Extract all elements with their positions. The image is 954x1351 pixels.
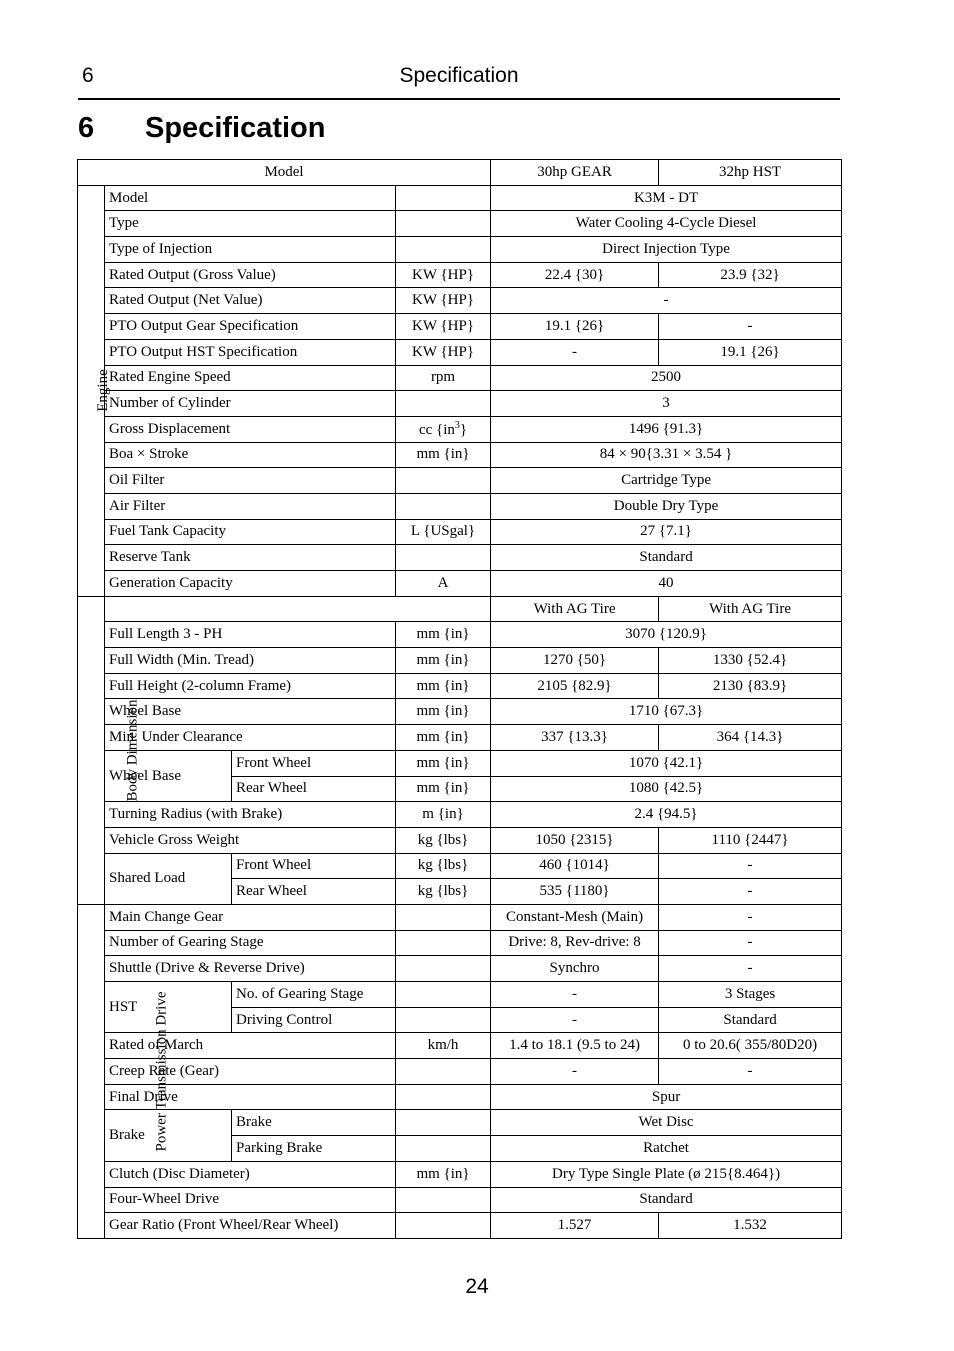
hst-value-cell: -: [659, 314, 842, 340]
unit-cell: kg {lbs}: [396, 853, 491, 879]
unit-cell: KW {HP}: [396, 288, 491, 314]
spec-subitem: Rear Wheel: [232, 776, 396, 802]
hst-value-cell: -: [659, 1059, 842, 1085]
hst-value-cell: With AG Tire: [659, 596, 842, 622]
header-chapter-number: 6: [82, 64, 94, 87]
table-row: [78, 365, 842, 391]
spec-item: Wheel Base: [105, 699, 396, 725]
spec-item: Creep Rate (Gear): [105, 1059, 396, 1085]
table-row: [78, 211, 842, 237]
spec-item: Four-Wheel Drive: [105, 1187, 396, 1213]
unit-cell: [396, 1110, 491, 1136]
hst-model-header: 32hp HST: [659, 160, 842, 186]
unit-cell: mm {in}: [396, 699, 491, 725]
value-cell: -: [491, 288, 842, 314]
spec-item: Full Width (Min. Tread): [105, 648, 396, 674]
table-row: [78, 956, 842, 982]
table-row: [78, 314, 842, 340]
page-heading: [78, 112, 326, 145]
value-cell: 3070 {120.9}: [491, 622, 842, 648]
unit-cell: [396, 1187, 491, 1213]
table-row: [78, 468, 842, 494]
gear-value-cell: 1050 {2315}: [491, 827, 659, 853]
unit-cell: mm {in}: [396, 442, 491, 468]
spec-item: Full Height (2-column Frame): [105, 673, 396, 699]
hst-value-cell: 3 Stages: [659, 982, 842, 1008]
unit-cell: [396, 930, 491, 956]
header-title: Specification: [399, 64, 519, 87]
value-cell: Dry Type Single Plate (ø 215{8.464}): [491, 1161, 842, 1187]
gear-value-cell: With AG Tire: [491, 596, 659, 622]
hst-value-cell: -: [659, 930, 842, 956]
spec-subitem: Front Wheel: [232, 750, 396, 776]
table-row: [78, 853, 842, 879]
table-row: [78, 262, 842, 288]
value-cell: 1080 {42.5}: [491, 776, 842, 802]
table-row: [78, 493, 842, 519]
value-cell: Ratchet: [491, 1136, 842, 1162]
spec-item: Number of Cylinder: [105, 391, 396, 417]
spec-group: Wheel Base: [105, 750, 232, 801]
spec-item: Oil Filter: [105, 468, 396, 494]
hst-value-cell: -: [659, 853, 842, 879]
value-cell: 1496 {91.3}: [491, 416, 842, 442]
unit-cell: mm {in}: [396, 648, 491, 674]
table-row: [78, 622, 842, 648]
gear-value-cell: Constant-Mesh (Main): [491, 904, 659, 930]
spec-item: Main Change Gear: [105, 904, 396, 930]
unit-cell: [396, 1059, 491, 1085]
unit-cell: [396, 1136, 491, 1162]
spec-subitem: Rear Wheel: [232, 879, 396, 905]
value-cell: Standard: [491, 1187, 842, 1213]
unit-cell: [396, 391, 491, 417]
spec-item: Rated Engine Speed: [105, 365, 396, 391]
table-row: [78, 391, 842, 417]
table-header-row: [78, 160, 842, 186]
spec-group: Brake: [105, 1110, 232, 1161]
value-cell: Standard: [491, 545, 842, 571]
gear-value-cell: 1.527: [491, 1213, 659, 1239]
gear-value-cell: Synchro: [491, 956, 659, 982]
gear-value-cell: -: [491, 982, 659, 1008]
page-number: 24: [465, 1275, 489, 1298]
hst-value-cell: 1330 {52.4}: [659, 648, 842, 674]
table-row: [78, 1213, 842, 1239]
gear-value-cell: 22.4 {30}: [491, 262, 659, 288]
model-header-cell: Model: [78, 160, 491, 186]
unit-cell: rpm: [396, 365, 491, 391]
value-cell: 84 × 90{3.31 × 3.54 }: [491, 442, 842, 468]
spec-item: Rated Output (Net Value): [105, 288, 396, 314]
section-label-engine: Engine: [78, 185, 105, 596]
unit-cell: [396, 904, 491, 930]
unit-cell: [396, 211, 491, 237]
value-cell: 27 {7.1}: [491, 519, 842, 545]
gear-value-cell: 19.1 {26}: [491, 314, 659, 340]
spec-item: Generation Capacity: [105, 571, 396, 597]
gear-value-cell: 1270 {50}: [491, 648, 659, 674]
table-row: [78, 1059, 842, 1085]
table-row: [78, 596, 842, 622]
unit-cell: KW {HP}: [396, 339, 491, 365]
table-row: [78, 288, 842, 314]
table-row: [78, 802, 842, 828]
spec-item: Fuel Tank Capacity: [105, 519, 396, 545]
unit-cell: L {USgal}: [396, 519, 491, 545]
heading-title: Specification: [145, 112, 326, 144]
section-label-power-transmission: Power Transmission Drive: [78, 904, 105, 1238]
spec-item: Rated of March: [105, 1033, 396, 1059]
value-cell: 2500: [491, 365, 842, 391]
hst-value-cell: 364 {14.3}: [659, 725, 842, 751]
spec-item: Shuttle (Drive & Reverse Drive): [105, 956, 396, 982]
unit-cell: [396, 185, 491, 211]
gear-value-cell: Drive: 8, Rev-drive: 8: [491, 930, 659, 956]
unit-cell: KW {HP}: [396, 262, 491, 288]
unit-cell: [396, 1084, 491, 1110]
spec-item: PTO Output Gear Specification: [105, 314, 396, 340]
gear-value-cell: 2105 {82.9}: [491, 673, 659, 699]
gear-value-cell: 460 {1014}: [491, 853, 659, 879]
unit-cell: mm {in}: [396, 750, 491, 776]
unit-cell: [396, 468, 491, 494]
spec-subitem: No. of Gearing Stage: [232, 982, 396, 1008]
spec-group: Shared Load: [105, 853, 232, 904]
spec-item: Min. Under Clearance: [105, 725, 396, 751]
unit-cell: mm {in}: [396, 776, 491, 802]
gear-value-cell: 337 {13.3}: [491, 725, 659, 751]
value-cell: Direct Injection Type: [491, 237, 842, 263]
spec-item: Model: [105, 185, 396, 211]
spec-subitem: Brake: [232, 1110, 396, 1136]
spec-item: Gear Ratio (Front Wheel/Rear Wheel): [105, 1213, 396, 1239]
unit-cell: [396, 956, 491, 982]
table-row: [78, 930, 842, 956]
gear-value-cell: -: [491, 339, 659, 365]
table-row: [78, 725, 842, 751]
value-cell: K3M - DT: [491, 185, 842, 211]
table-row: [78, 519, 842, 545]
unit-cell: mm {in}: [396, 725, 491, 751]
spec-item: Final Drive: [105, 1084, 396, 1110]
gear-value-cell: 1.4 to 18.1 (9.5 to 24): [491, 1033, 659, 1059]
unit-cell: m {in}: [396, 802, 491, 828]
table-row: [78, 750, 842, 776]
spec-subitem: Driving Control: [232, 1007, 396, 1033]
spec-item: Vehicle Gross Weight: [105, 827, 396, 853]
table-row: [78, 699, 842, 725]
unit-cell: [396, 1213, 491, 1239]
unit-cell: kg {lbs}: [396, 879, 491, 905]
hst-value-cell: Standard: [659, 1007, 842, 1033]
unit-cell: A: [396, 571, 491, 597]
hst-value-cell: -: [659, 904, 842, 930]
table-row: [78, 571, 842, 597]
value-cell: 3: [491, 391, 842, 417]
gear-value-cell: 535 {1180}: [491, 879, 659, 905]
table-row: [78, 827, 842, 853]
hst-value-cell: -: [659, 956, 842, 982]
value-cell: Wet Disc: [491, 1110, 842, 1136]
table-row: [78, 185, 842, 211]
value-cell: Spur: [491, 1084, 842, 1110]
table-row: [78, 1084, 842, 1110]
spec-item: Type of Injection: [105, 237, 396, 263]
table-row: [78, 1033, 842, 1059]
spec-item: Rated Output (Gross Value): [105, 262, 396, 288]
spec-item: Air Filter: [105, 493, 396, 519]
gear-value-cell: -: [491, 1007, 659, 1033]
spec-item: PTO Output HST Specification: [105, 339, 396, 365]
table-row: [78, 1187, 842, 1213]
table-row: [78, 237, 842, 263]
value-cell: 1070 {42.1}: [491, 750, 842, 776]
spec-item: Clutch (Disc Diameter): [105, 1161, 396, 1187]
table-row: [78, 545, 842, 571]
spec-item: Gross Displacement: [105, 416, 396, 442]
table-row: [78, 982, 842, 1008]
running-header: [78, 60, 840, 100]
spec-item: Boa × Stroke: [105, 442, 396, 468]
table-row: [78, 1161, 842, 1187]
value-cell: 1710 {67.3}: [491, 699, 842, 725]
table-row: [78, 442, 842, 468]
unit-cell: [396, 237, 491, 263]
hst-value-cell: 23.9 {32}: [659, 262, 842, 288]
table-row: [78, 904, 842, 930]
unit-cell: [396, 982, 491, 1008]
gear-model-header: 30hp GEAR: [491, 160, 659, 186]
hst-value-cell: -: [659, 879, 842, 905]
unit-cell: km/h: [396, 1033, 491, 1059]
table-row: [78, 1110, 842, 1136]
hst-value-cell: 2130 {83.9}: [659, 673, 842, 699]
spec-subitem: Front Wheel: [232, 853, 396, 879]
hst-value-cell: 19.1 {26}: [659, 339, 842, 365]
spec-item: Number of Gearing Stage: [105, 930, 396, 956]
value-cell: 2.4 {94.5}: [491, 802, 842, 828]
value-cell: Cartridge Type: [491, 468, 842, 494]
unit-cell: mm {in}: [396, 622, 491, 648]
spec-group: HST: [105, 982, 232, 1033]
unit-cell: KW {HP}: [396, 314, 491, 340]
empty-cell: [105, 596, 491, 622]
value-cell: 40: [491, 571, 842, 597]
spec-item: Turning Radius (with Brake): [105, 802, 396, 828]
spec-item: Type: [105, 211, 396, 237]
table-row: [78, 339, 842, 365]
gear-value-cell: -: [491, 1059, 659, 1085]
spec-item: Full Length 3 - PH: [105, 622, 396, 648]
unit-cell: cc $\{in^3\}$: [396, 416, 491, 442]
table-row: [78, 673, 842, 699]
unit-cell: mm {in}: [396, 673, 491, 699]
table-row: [78, 416, 842, 442]
specification-table: [77, 159, 842, 1239]
value-cell: Double Dry Type: [491, 493, 842, 519]
unit-cell: kg {lbs}: [396, 827, 491, 853]
unit-cell: [396, 1007, 491, 1033]
section-label-body-dimension: Body Dimension: [78, 596, 105, 904]
unit-cell: [396, 545, 491, 571]
unit-cell: mm {in}: [396, 1161, 491, 1187]
spec-item: Reserve Tank: [105, 545, 396, 571]
table-row: [78, 648, 842, 674]
heading-number: 6: [78, 112, 95, 144]
unit-cell: [396, 493, 491, 519]
hst-value-cell: 1110 {2447}: [659, 827, 842, 853]
hst-value-cell: 0 to 20.6( 355/80D20): [659, 1033, 842, 1059]
hst-value-cell: 1.532: [659, 1213, 842, 1239]
spec-subitem: Parking Brake: [232, 1136, 396, 1162]
value-cell: Water Cooling 4-Cycle Diesel: [491, 211, 842, 237]
